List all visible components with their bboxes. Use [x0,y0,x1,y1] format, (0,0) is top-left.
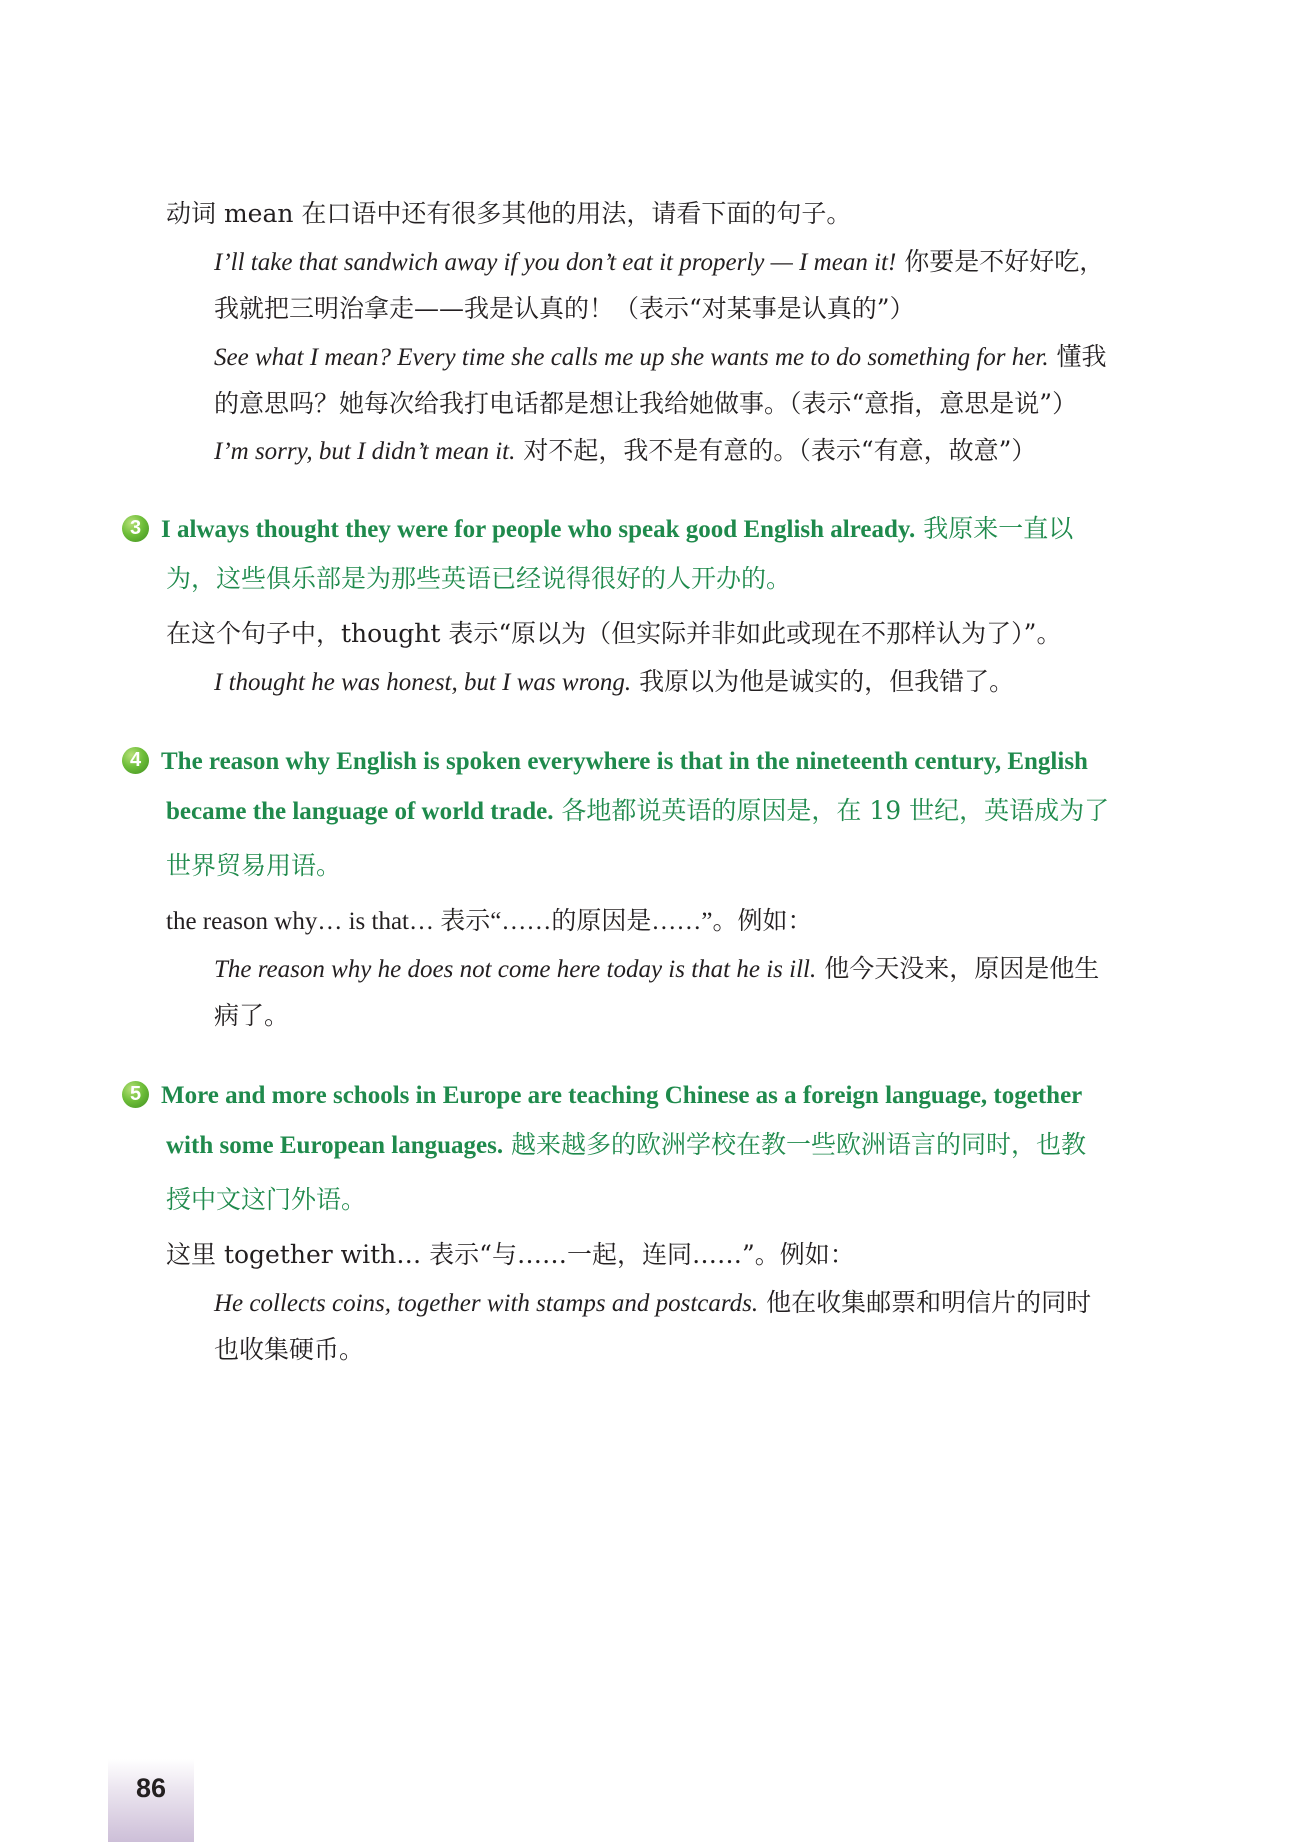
item-3-heading-en: I always thought they were for people who speak good English already. [161,516,916,543]
item-4-heading-zh: 各地都说英语的原因是，在 19 世纪，英语成为了 [561,796,1110,825]
mean-example-2-zh: 懂我 [1056,342,1107,371]
mean-example-2 [214,340,1107,375]
item-5-heading-cont-2 [166,1183,366,1217]
item-5-heading-en-cont: with some European languages. [166,1132,504,1159]
item-5-example-zh-cont: 也收集硬币。 [214,1335,365,1364]
item-4-explanation [166,904,812,939]
mean-example-1-en: I’ll take that sandwich away if you don’t eat it properly — I mean it! [214,249,897,276]
item-3-heading-zh: 我原来一直以 [923,514,1074,543]
item-4-example-en: The reason why he does not come here today is that he is ill. [214,956,817,983]
item-4-example [214,952,1099,987]
item-3-example [214,665,1014,700]
item-5-heading-en: More and more schools in Europe are teaching Chinese as a foreign language, together [161,1082,1083,1109]
item-5-heading-cont [166,1128,1086,1163]
mean-example-1-cont [214,292,915,326]
item-4-example-zh-cont: 病了。 [214,1001,290,1030]
mean-example-2-en: See what I mean? Every time she calls me up she wants me to do something for her. [214,344,1049,371]
mean-example-3-en: I’m sorry, but I didn’t mean it. [214,438,516,465]
item-3-explanation [166,617,1061,651]
mean-example-2-cont [214,387,1077,421]
item-5-example-zh: 他在收集邮票和明信片的同时 [766,1288,1092,1317]
item-5-heading-zh-cont: 授中文这门外语。 [166,1185,367,1214]
item-3-example-en: I thought he was honest, but I was wrong. [214,669,632,696]
item-3-example-zh: 我原以为他是诚实的，但我错了。 [639,667,1015,696]
item-4-heading-cont [166,794,1109,829]
item-3-heading-zh-cont: 为，这些俱乐部是为那些英语已经说得很好的人开办的。 [166,564,792,593]
item-4-number-badge: 4 [122,747,149,774]
item-5-example [214,1286,1091,1321]
mean-intro-text: 动词 mean 在口语中还有很多其他的用法，请看下面的句子。 [166,199,852,228]
item-5-heading [122,1078,1082,1113]
item-4-example-zh: 他今天没来，原因是他生 [824,954,1100,983]
item-4-heading-cont-2 [166,849,341,883]
item-4-heading-en-cont: became the language of world trade. [166,798,554,825]
mean-example-1-zh: 你要是不好好吃， [904,247,1105,276]
mean-example-3 [214,434,1036,469]
item-5-number-badge: 5 [122,1081,149,1108]
item-3-heading-cont [166,562,791,596]
item-5-example-cont [214,1333,364,1367]
item-3-number-badge: 3 [122,515,149,542]
item-5-explanation-text: 这里 together with… 表示“与……一起，连同……”。例如： [166,1240,855,1269]
mean-example-3-zh: 对不起，我不是有意的。（表示“有意，故意”） [523,436,1037,465]
page-number-tab [108,1759,194,1842]
item-5-example-en: He collects coins, together with stamps and postcards. [214,1290,759,1317]
item-5-explanation [166,1238,855,1272]
mean-example-2-zh-cont: 的意思吗？她每次给我打电话都是想让我给她做事。（表示“意指，意思是说”） [214,389,1078,418]
item-5-heading-zh: 越来越多的欧洲学校在教一些欧洲语言的同时，也教 [511,1130,1087,1159]
item-4-heading-en: The reason why English is spoken everywhere is that in the nineteenth century, English [161,748,1088,775]
mean-example-1-zh-cont: 我就把三明治拿走——我是认真的！（表示“对某事是认真的”） [214,294,915,323]
mean-example-1 [214,245,1104,280]
item-4-example-cont [214,999,289,1033]
item-3-explanation-text: 在这个句子中，thought 表示“原以为（但实际并非如此或现在不那样认为了）”。 [166,619,1062,648]
item-3-heading [122,512,1073,547]
item-4-heading-zh-cont: 世界贸易用语。 [166,851,342,880]
page-number: 86 [135,1773,167,1803]
item-4-explanation-text: the reason why… is that… 表示“……的原因是……”。例如： [166,908,813,935]
item-4-heading [122,744,1088,779]
mean-intro [166,197,851,231]
